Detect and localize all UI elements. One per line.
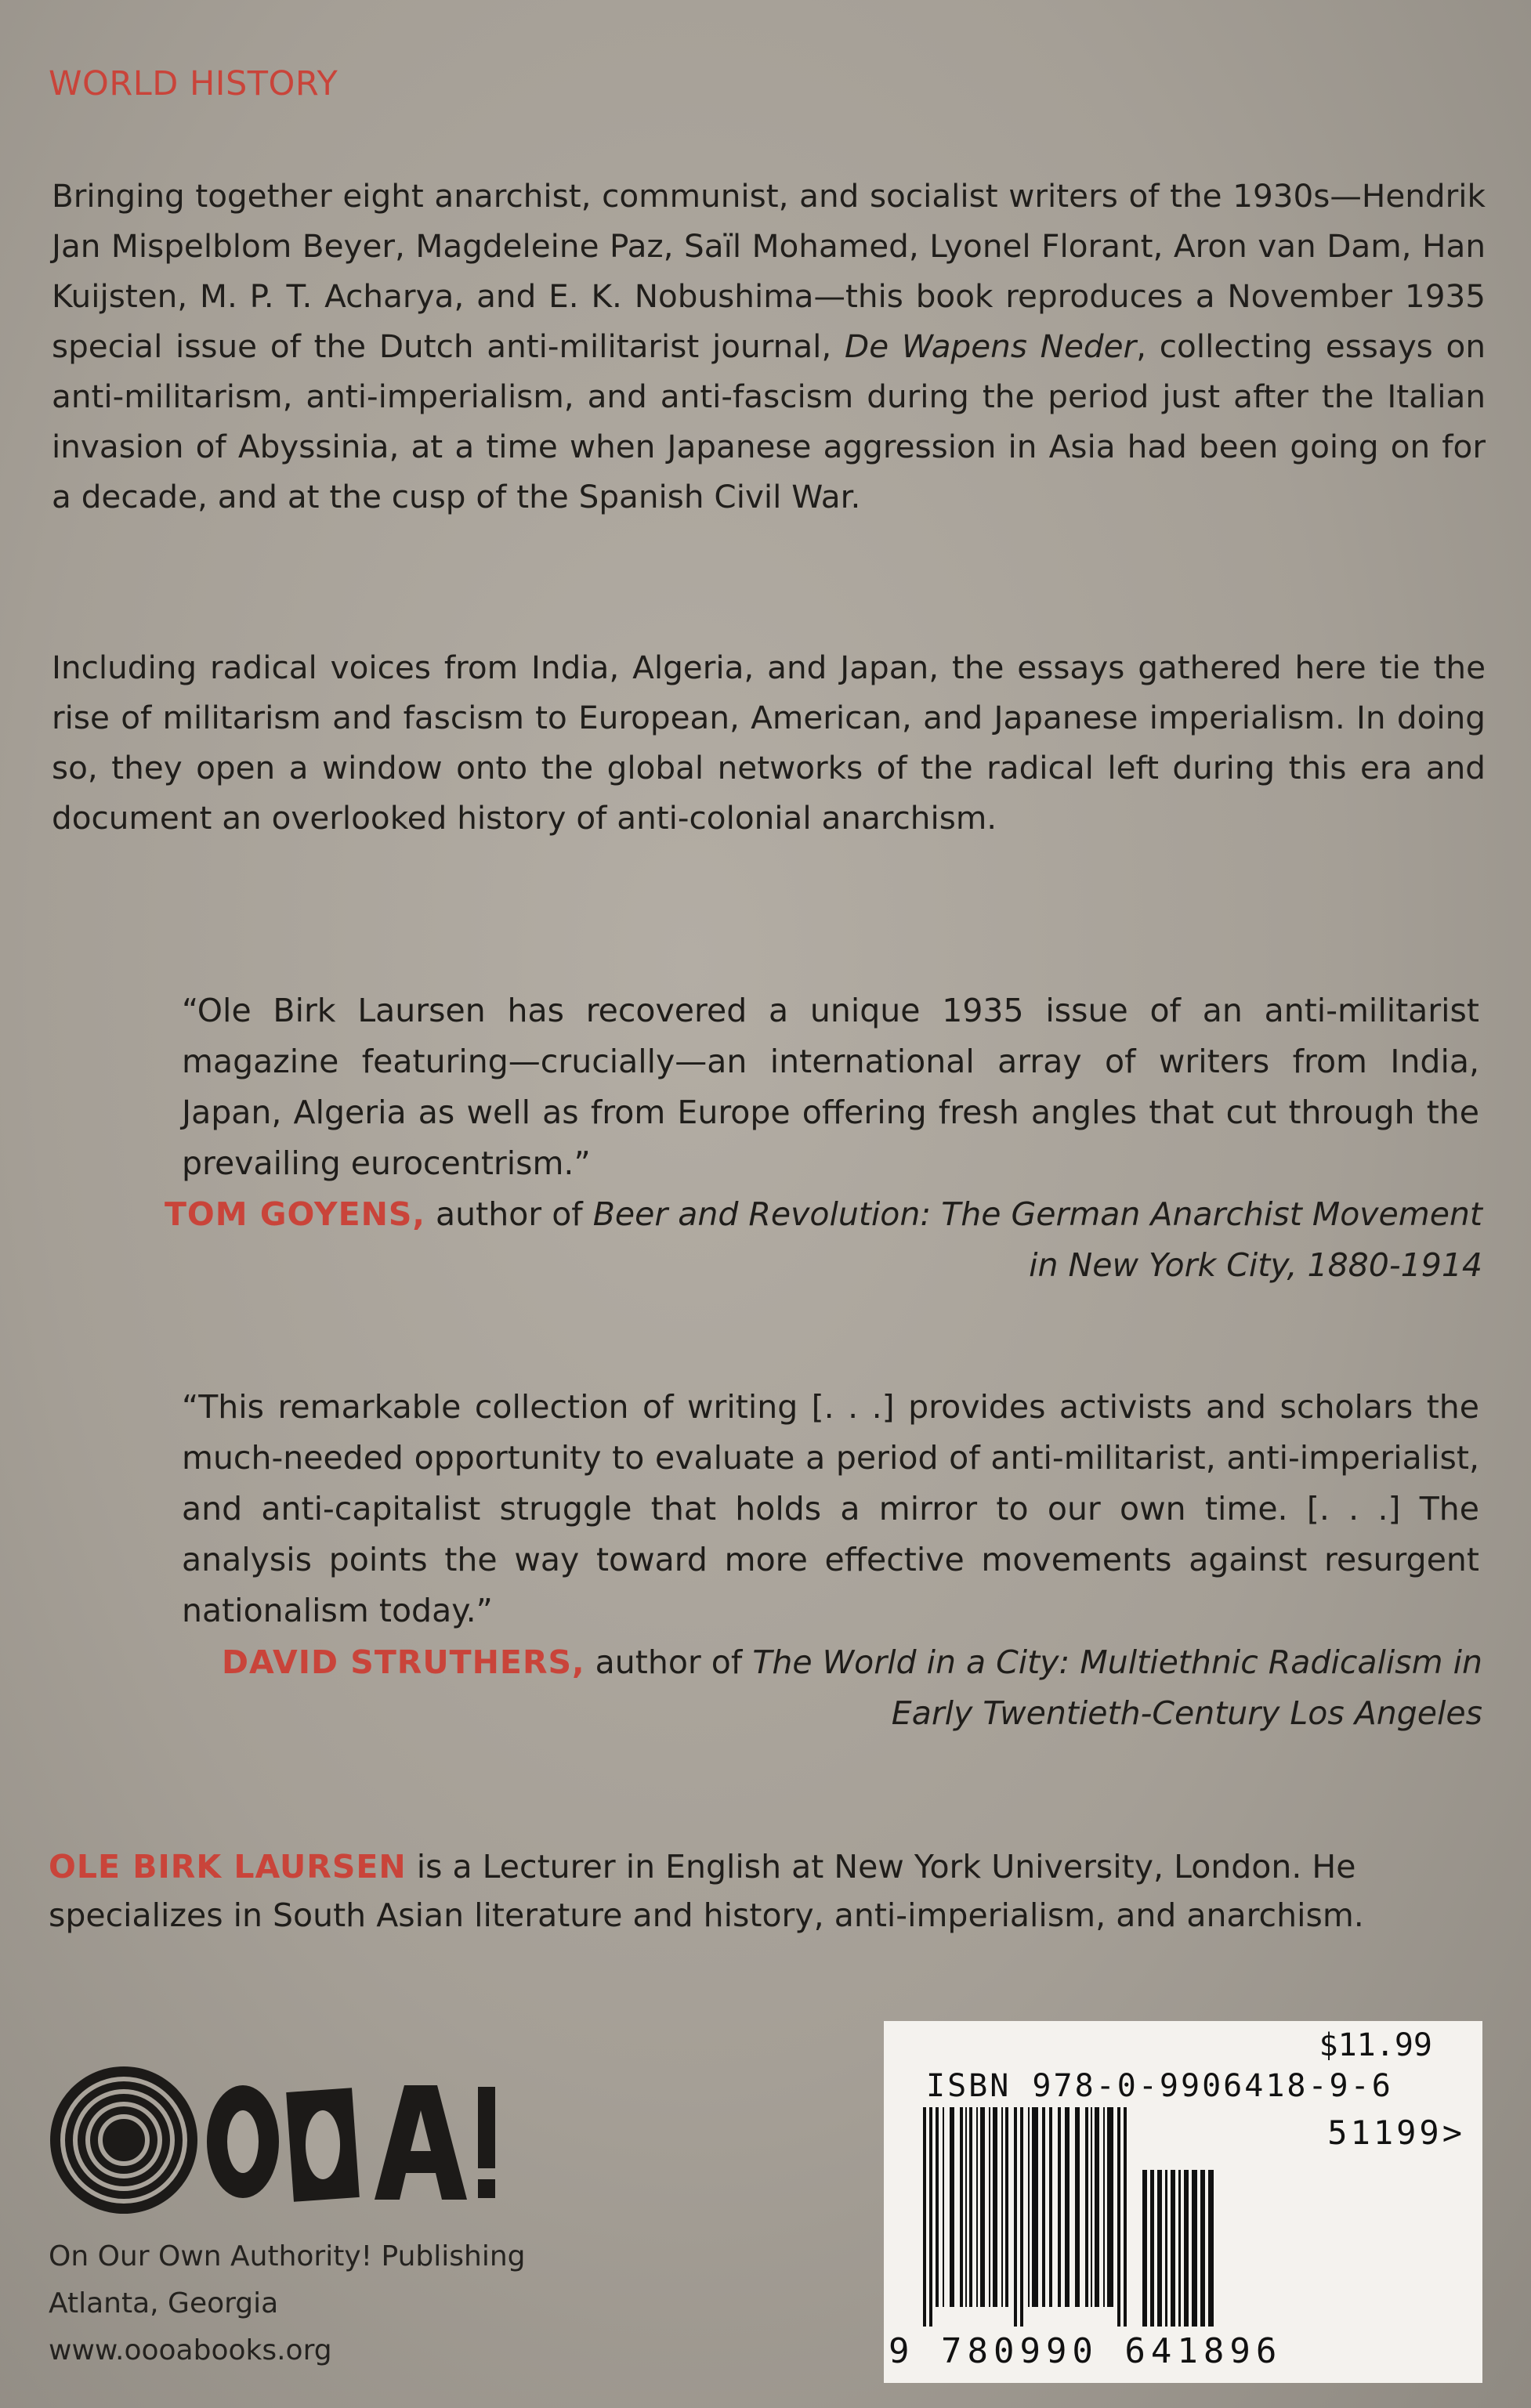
description-paragraph-1 — [52, 171, 1486, 522]
barcode-bar — [1020, 2107, 1023, 2327]
category-label: WORLD HISTORY — [49, 64, 338, 103]
description-text-b: , collecting essays on anti-militarism, anti-imperialism, and anti-fascism during the period just after the Italian invasion of Abyssinia, at a time when Japanese aggression in Asia had been going on for a decade, and at the cusp of the Spanish Civil War. — [52, 327, 1486, 515]
author-name: OLE BIRK LAURSEN — [49, 1848, 407, 1886]
barcode-bar — [1095, 2107, 1099, 2307]
price-supplement: 51199> — [1327, 2113, 1465, 2152]
price-label: $11.99 — [1319, 2027, 1432, 2063]
endorsement-attribution-1 — [150, 1189, 1482, 1291]
barcode-bar — [1005, 2107, 1008, 2307]
publisher-website[interactable]: www.oooabooks.org — [49, 2334, 332, 2366]
barcode-bar — [969, 2107, 972, 2307]
barcode-bar — [1042, 2107, 1045, 2307]
barcode-bar — [923, 2107, 926, 2327]
endorsement-quote-1: “Ole Birk Laursen has recovered a unique 1935 issue of an anti-militarist magazine featuring—crucially—an international array of writers from India, Japan, Algeria as well as from Europe offering fresh angles that cut through the prevailing eurocentrism.” — [182, 992, 1479, 1182]
description-paragraph-2: Including radical voices from India, Algeria, and Japan, the essays gathered here tie the rise of militarism and fascism to European, American, and Japanese imperialism. In doing so, they open a window onto the global networks of the radical left during this era and document an overlooked history of anti-colonial anarchism. — [52, 649, 1486, 837]
publisher-logo — [45, 2062, 516, 2218]
barcode-bar — [1085, 2107, 1088, 2307]
barcode-bar — [1165, 2170, 1167, 2327]
barcode-bar — [1107, 2107, 1113, 2307]
ean-digits: 9 780990 641896 — [889, 2331, 1283, 2371]
barcode-bar — [1091, 2107, 1092, 2307]
barcode-bar — [1014, 2107, 1017, 2327]
publisher-name: On Our Own Authority! Publishing — [49, 2240, 526, 2272]
barcode-bar — [1058, 2107, 1061, 2307]
barcode-bar — [976, 2107, 978, 2307]
endorser-role-2: author of — [585, 1643, 753, 1681]
barcode-panel — [884, 2021, 1482, 2383]
barcode-bar — [1065, 2107, 1070, 2307]
barcode-bar — [1075, 2107, 1080, 2307]
isbn-label: ISBN 978-0-9906418-9-6 — [926, 2068, 1393, 2104]
barcode-bar — [1103, 2107, 1105, 2307]
author-bio — [49, 1842, 1381, 1940]
barcode-bar — [1124, 2107, 1127, 2327]
endorser-work-1: Beer and Revolution: The German Anarchist Movement in New York City, 1880-1914 — [592, 1195, 1482, 1284]
barcode-bar — [1200, 2170, 1205, 2327]
endorser-role-1: author of — [425, 1195, 593, 1233]
barcode-bar — [1150, 2170, 1154, 2327]
endorser-name-1: TOM GOYENS, — [164, 1195, 426, 1233]
barcode-bar — [1178, 2170, 1181, 2327]
author-bio-text: is a Lecturer in English at New York University, London. He specializes in South Asian literature and history, anti-imperialism, and anarchism. — [49, 1848, 1364, 1934]
barcode-bar — [1032, 2107, 1038, 2307]
barcode-bar — [1001, 2107, 1003, 2307]
endorser-work-2: The World in a City: Multiethnic Radicalism in Early Twentieth-Century Los Angeles — [752, 1643, 1482, 1732]
barcode-bar — [980, 2107, 985, 2307]
barcode-bar — [1171, 2170, 1175, 2327]
barcode-bar — [1117, 2107, 1120, 2327]
barcode-bar — [960, 2107, 963, 2307]
journal-title: De Wapens Neder — [845, 327, 1137, 365]
barcode-bar — [950, 2107, 954, 2307]
barcode-bar — [1184, 2170, 1189, 2327]
description-text-a: Bringing together eight anarchist, communist, and socialist writers of the 1930s—Hendrik Jan Mispelblom Beyer, Magdeleine Paz, Saïl Mohamed, Lyonel Florant, Aron van Dam, Han Kuijsten, M. P. T. Acharya, and E. K. Nobushima—this book reproduces a November 1935 special issue of the Dutch anti-militarist journal, — [52, 177, 1486, 365]
ooa-wordmark — [207, 2085, 495, 2202]
barcode-bar — [936, 2107, 939, 2307]
endorser-name-2: DAVID STRUTHERS, — [222, 1643, 585, 1681]
barcode-bar — [1208, 2170, 1214, 2327]
barcode-bar — [1028, 2107, 1030, 2307]
barcode-bar — [1142, 2170, 1147, 2327]
endorsement-quote-2: “This remarkable collection of writing [. . .] provides activists and scholars the much-needed opportunity to evaluate a period of anti-militarist, anti-imperialist, and anti-capitalist struggle that holds a mirror to our own time. [. . .] The analysis points the way toward more effective movements against resurgent nationalism today.” — [182, 1388, 1479, 1629]
barcode-bar — [989, 2107, 990, 2307]
barcode-bar — [943, 2107, 944, 2307]
barcode-bar — [993, 2107, 997, 2307]
barcode-bar — [1157, 2170, 1162, 2327]
barcode-bar — [965, 2107, 967, 2307]
endorsement-attribution-2 — [150, 1637, 1482, 1739]
barcode-bar — [1192, 2170, 1197, 2327]
barcode-bar — [929, 2107, 932, 2327]
publisher-location: Atlanta, Georgia — [49, 2287, 279, 2319]
spiral-icon — [50, 2066, 197, 2214]
barcode-bar — [1049, 2107, 1052, 2307]
